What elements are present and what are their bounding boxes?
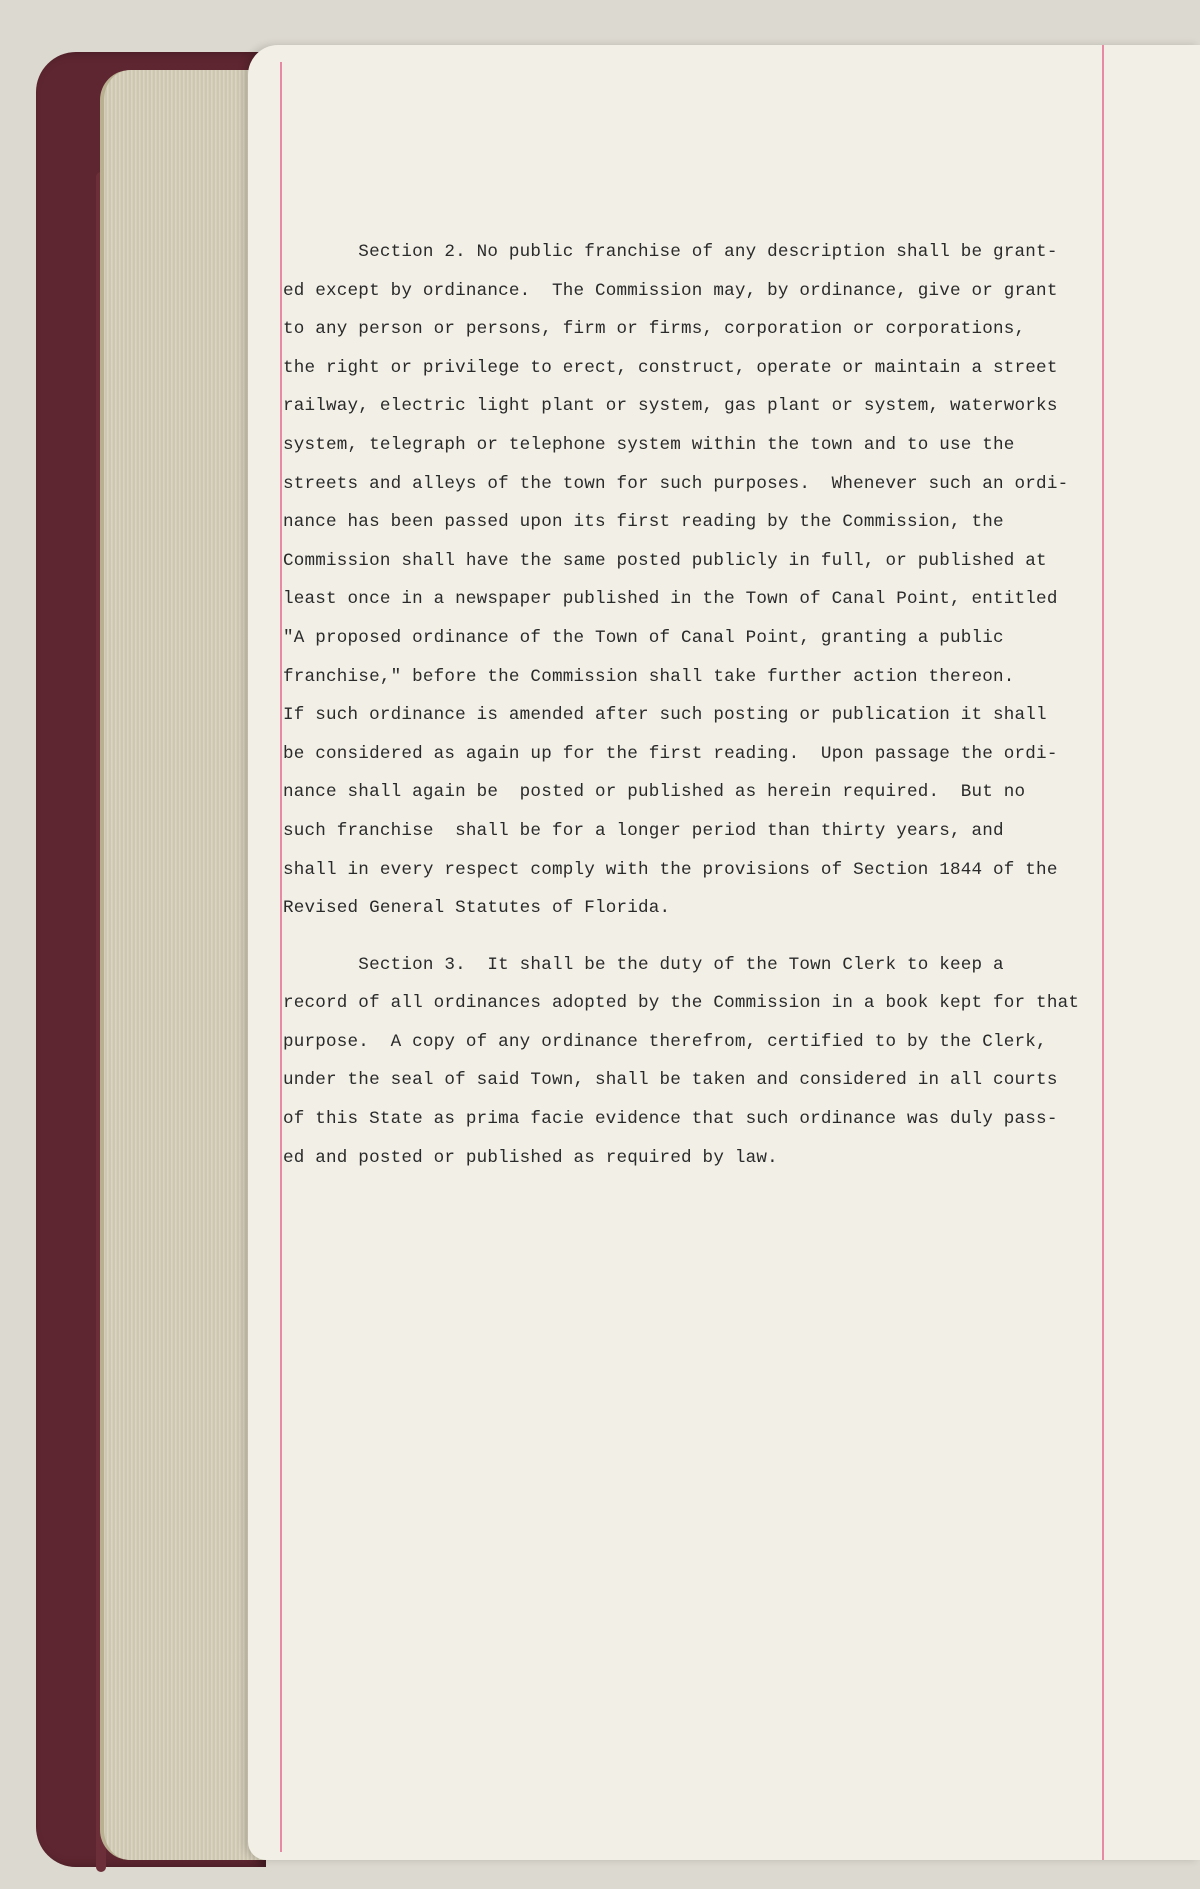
text-line: nance has been passed upon its first reading by the Commission, the — [283, 512, 1004, 533]
text-line: railway, electric light plant or system, gas plant or system, waterworks — [283, 396, 1058, 417]
text-line: such franchise shall be for a longer period than thirty years, and — [283, 820, 1004, 841]
text-line: Section 2. No public franchise of any description shall be grant- — [283, 242, 1058, 262]
section-3 — [283, 946, 1113, 1178]
text-line: If such ordinance is amended after such posting or publication it shall — [283, 705, 1047, 726]
text-line: streets and alleys of the town for such purposes. Whenever such an ordi- — [283, 473, 1069, 494]
text-line: purpose. A copy of any ordinance therefrom, certified to by the Clerk, — [283, 1031, 1047, 1052]
text-line: to any person or persons, firm or firms, corporation or corporations, — [283, 319, 1026, 340]
text-line: the right or privilege to erect, construct, operate or maintain a street — [283, 357, 1058, 378]
text-line: ed except by ordinance. The Commission may, by ordinance, give or grant — [283, 280, 1058, 301]
left-margin-rule — [280, 62, 282, 1852]
text-line: ed and posted or published as required by law. — [283, 1147, 778, 1168]
text-line: Section 3. It shall be the duty of the Town Clerk to keep a — [283, 954, 1004, 975]
text-line: shall in every respect comply with the provisions of Section 1844 of the — [283, 859, 1058, 880]
text-line: franchise," before the Commission shall take further action thereon. — [283, 666, 1015, 687]
typed-text-block — [283, 233, 1113, 1177]
text-line: Revised General Statutes of Florida. — [283, 898, 671, 919]
text-line: "A proposed ordinance of the Town of Canal Point, granting a public — [283, 627, 1004, 648]
section-2 — [283, 233, 1113, 928]
text-line: Commission shall have the same posted publicly in full, or published at — [283, 550, 1047, 571]
text-line: nance shall again be posted or published as herein required. But no — [283, 782, 1026, 803]
text-line: of this State as prima facie evidence that such ordinance was duly pass- — [283, 1109, 1058, 1130]
text-line: least once in a newspaper published in the Town of Canal Point, entitled — [283, 589, 1058, 610]
text-line: system, telegraph or telephone system within the town and to use the — [283, 434, 1015, 455]
text-line: record of all ordinances adopted by the Commission in a book kept for that — [283, 993, 1080, 1014]
text-line: under the seal of said Town, shall be taken and considered in all courts — [283, 1070, 1058, 1091]
text-line: be considered as again up for the first reading. Upon passage the ordi- — [283, 743, 1058, 764]
section-gap — [283, 928, 1113, 946]
